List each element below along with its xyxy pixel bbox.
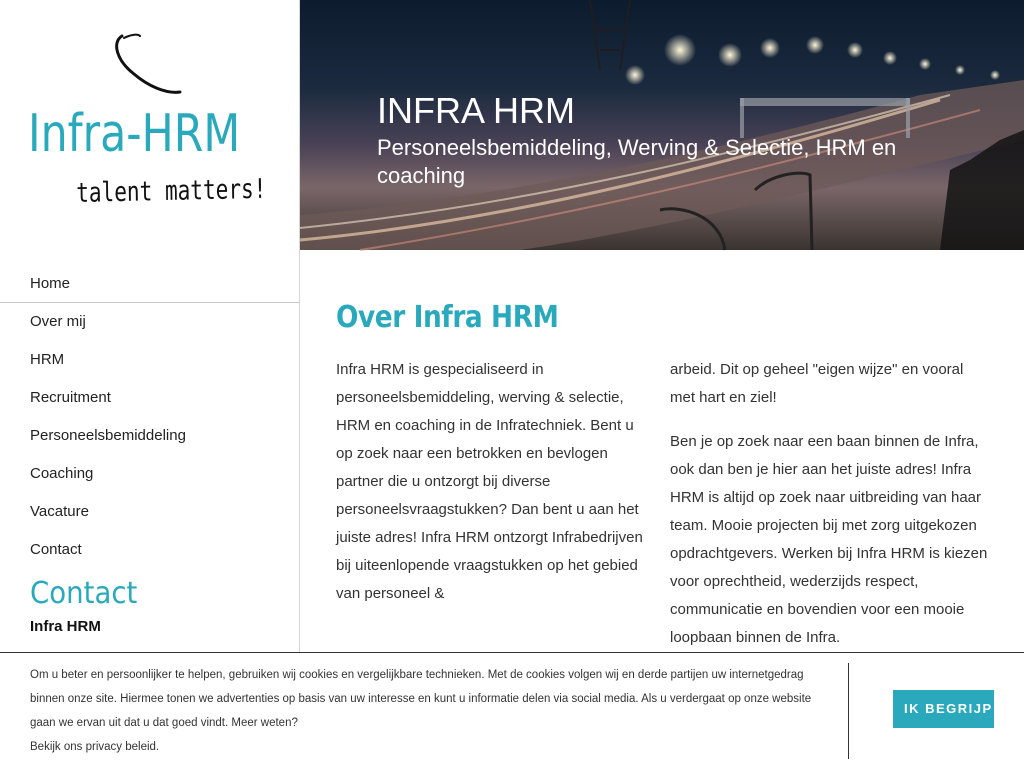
nav-item-over-mij[interactable]: Over mij xyxy=(30,313,86,330)
nav-item-personeelsbemiddeling[interactable]: Personeelsbemiddeling xyxy=(30,427,186,444)
main-nav xyxy=(0,265,300,569)
cookie-divider xyxy=(848,663,849,759)
nav-item-coaching[interactable]: Coaching xyxy=(30,465,94,482)
nav-item-recruitment[interactable]: Recruitment xyxy=(30,389,111,406)
nav-item-hrm[interactable]: HRM xyxy=(30,351,65,368)
nav-item-contact[interactable]: Contact xyxy=(30,541,82,558)
sidebar-contact-company: Infra HRM xyxy=(30,618,101,635)
hero-banner xyxy=(300,0,1024,250)
content-column-left xyxy=(336,356,654,624)
page-title: Over Infra HRM xyxy=(336,300,559,335)
accept-cookies-button[interactable]: IK BEGRIJP HET xyxy=(893,690,994,728)
cookie-message: Om u beter en persoonlijker te helpen, gebruiken wij cookies en vergelijkbare technieken. Met de cookies volgen wij en derde partijen uw internetgedrag binnen onze site. Hiermee tonen we advertenties op basis van uw interesse en kunt u informatie delen via social media. Als u verdergaat op onze website gaan we ervan uit dat u dat goed vindt. Meer weten? xyxy=(30,669,812,729)
intro-paragraph-continued: arbeid. Dit op geheel "eigen wijze" en vooral met hart en ziel! xyxy=(670,361,964,406)
hero-title: INFRA HRM xyxy=(377,90,575,131)
logo-tagline: talent matters! xyxy=(76,173,267,209)
swoosh-icon xyxy=(110,30,190,100)
sidebar-contact-heading: Contact xyxy=(30,576,138,611)
cookie-text xyxy=(30,663,835,759)
privacy-policy-link[interactable]: Bekijk ons privacy beleid. xyxy=(30,741,160,753)
cookie-banner xyxy=(0,652,1028,768)
jobs-paragraph: Ben je op zoek naar een baan binnen de Infra, ook dan ben je hier aan het juiste adres! Infra HRM is altijd op zoek naar uitbreiding van haar team. Mooie projecten bij met zorg uitgekozen opdrachtgevers. Werken bij Infra HRM is kiezen voor oprechtheid, wederzijds respect, communicatie en bovendien voor een mooie loopbaan binnen de Infra. xyxy=(670,433,988,646)
logo-name: Infra-HRM xyxy=(28,104,241,164)
intro-paragraph: Infra HRM is gespecialiseerd in personeelsbemiddeling, werving & selectie, HRM en coaching in de Infratechniek. Bent u op zoek naar een betrokken en bevlogen partner die u ontzorgt bij diverse personeelsvraagstukken? Dan bent u aan het juiste adres! Infra HRM ontzorgt Infrabedrijven bij uiteenlopende vraagstukken op het gebied van personeel & xyxy=(336,361,643,602)
site-logo[interactable] xyxy=(0,0,300,250)
nav-item-vacature[interactable]: Vacature xyxy=(30,503,89,520)
nav-item-home[interactable]: Home xyxy=(0,265,300,303)
hero-subtitle: Personeelsbemiddeling, Werving & Selectie, HRM en coaching xyxy=(377,135,897,188)
content-column-right xyxy=(670,356,992,668)
